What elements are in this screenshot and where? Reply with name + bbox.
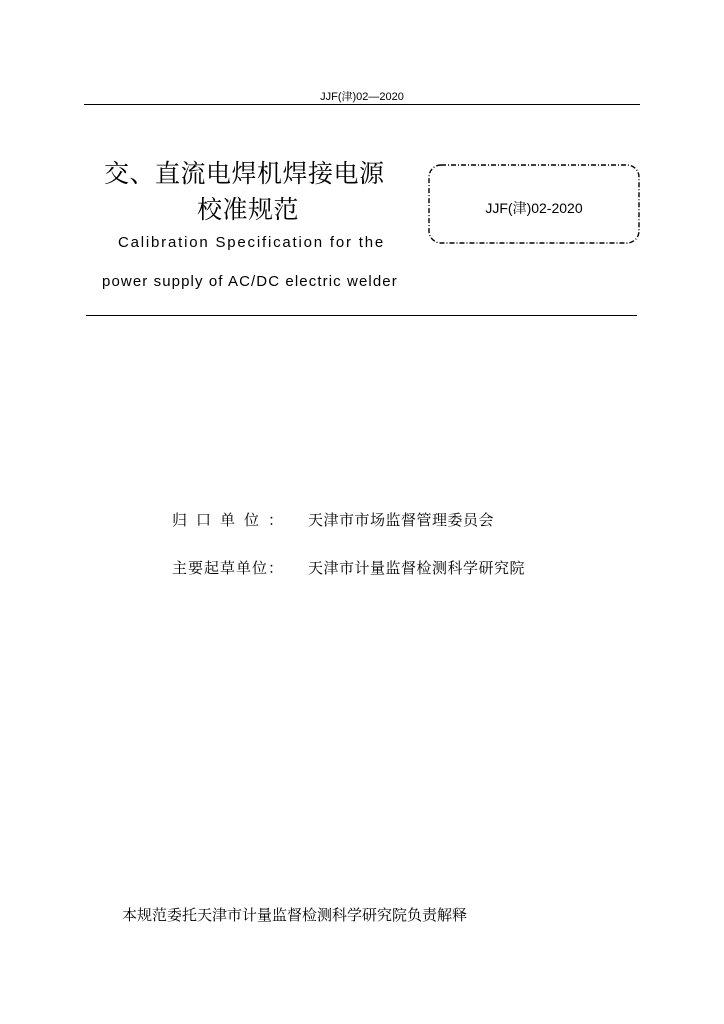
title-line-2: 校准规范 xyxy=(197,195,300,224)
responsible-organization-value: 天津市市场监督管理委员会 xyxy=(308,511,495,529)
title-line-1: 交、直流电焊机焊接电源 xyxy=(104,159,385,188)
interpretation-note: 本规范委托天津市计量监督检测科学研究院负责解释 xyxy=(122,906,468,924)
standard-code-box xyxy=(426,162,638,244)
responsible-organization-row xyxy=(172,509,494,530)
top-divider xyxy=(84,104,640,105)
drafting-organization-label: 主要起草单位： xyxy=(172,559,285,577)
drafting-organization-value: 天津市计量监督检测科学研究院 xyxy=(308,559,526,577)
drafting-organization-row xyxy=(172,557,525,578)
standard-code-box-text: JJF(津)02-2020 xyxy=(485,200,583,216)
standard-code-header: JJF(津)02—2020 xyxy=(320,91,404,103)
english-title-line-2: power supply of AC/DC electric welder xyxy=(102,273,398,290)
document-title xyxy=(100,158,410,226)
responsible-organization-label: 归口单位： xyxy=(172,511,293,529)
english-title-line-1: Calibration Specification for the xyxy=(118,234,386,251)
middle-divider xyxy=(86,315,637,316)
